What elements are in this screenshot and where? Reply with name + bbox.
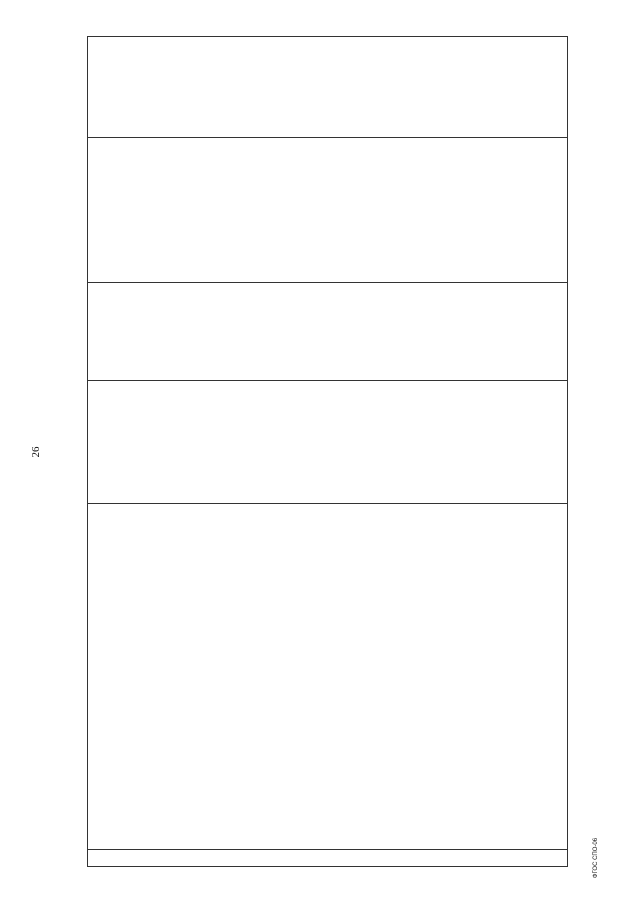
- table-row-divider: [88, 380, 567, 381]
- page-number: 26: [30, 446, 42, 458]
- competency-content-cell: [555, 0, 640, 37]
- footer-code: ФГОС СПО-06: [593, 837, 599, 879]
- table-frame: [87, 36, 568, 867]
- table-row-divider: [88, 137, 567, 138]
- table-row-divider: [88, 282, 567, 283]
- table-row-divider: [88, 849, 567, 850]
- table-row-divider: [88, 503, 567, 504]
